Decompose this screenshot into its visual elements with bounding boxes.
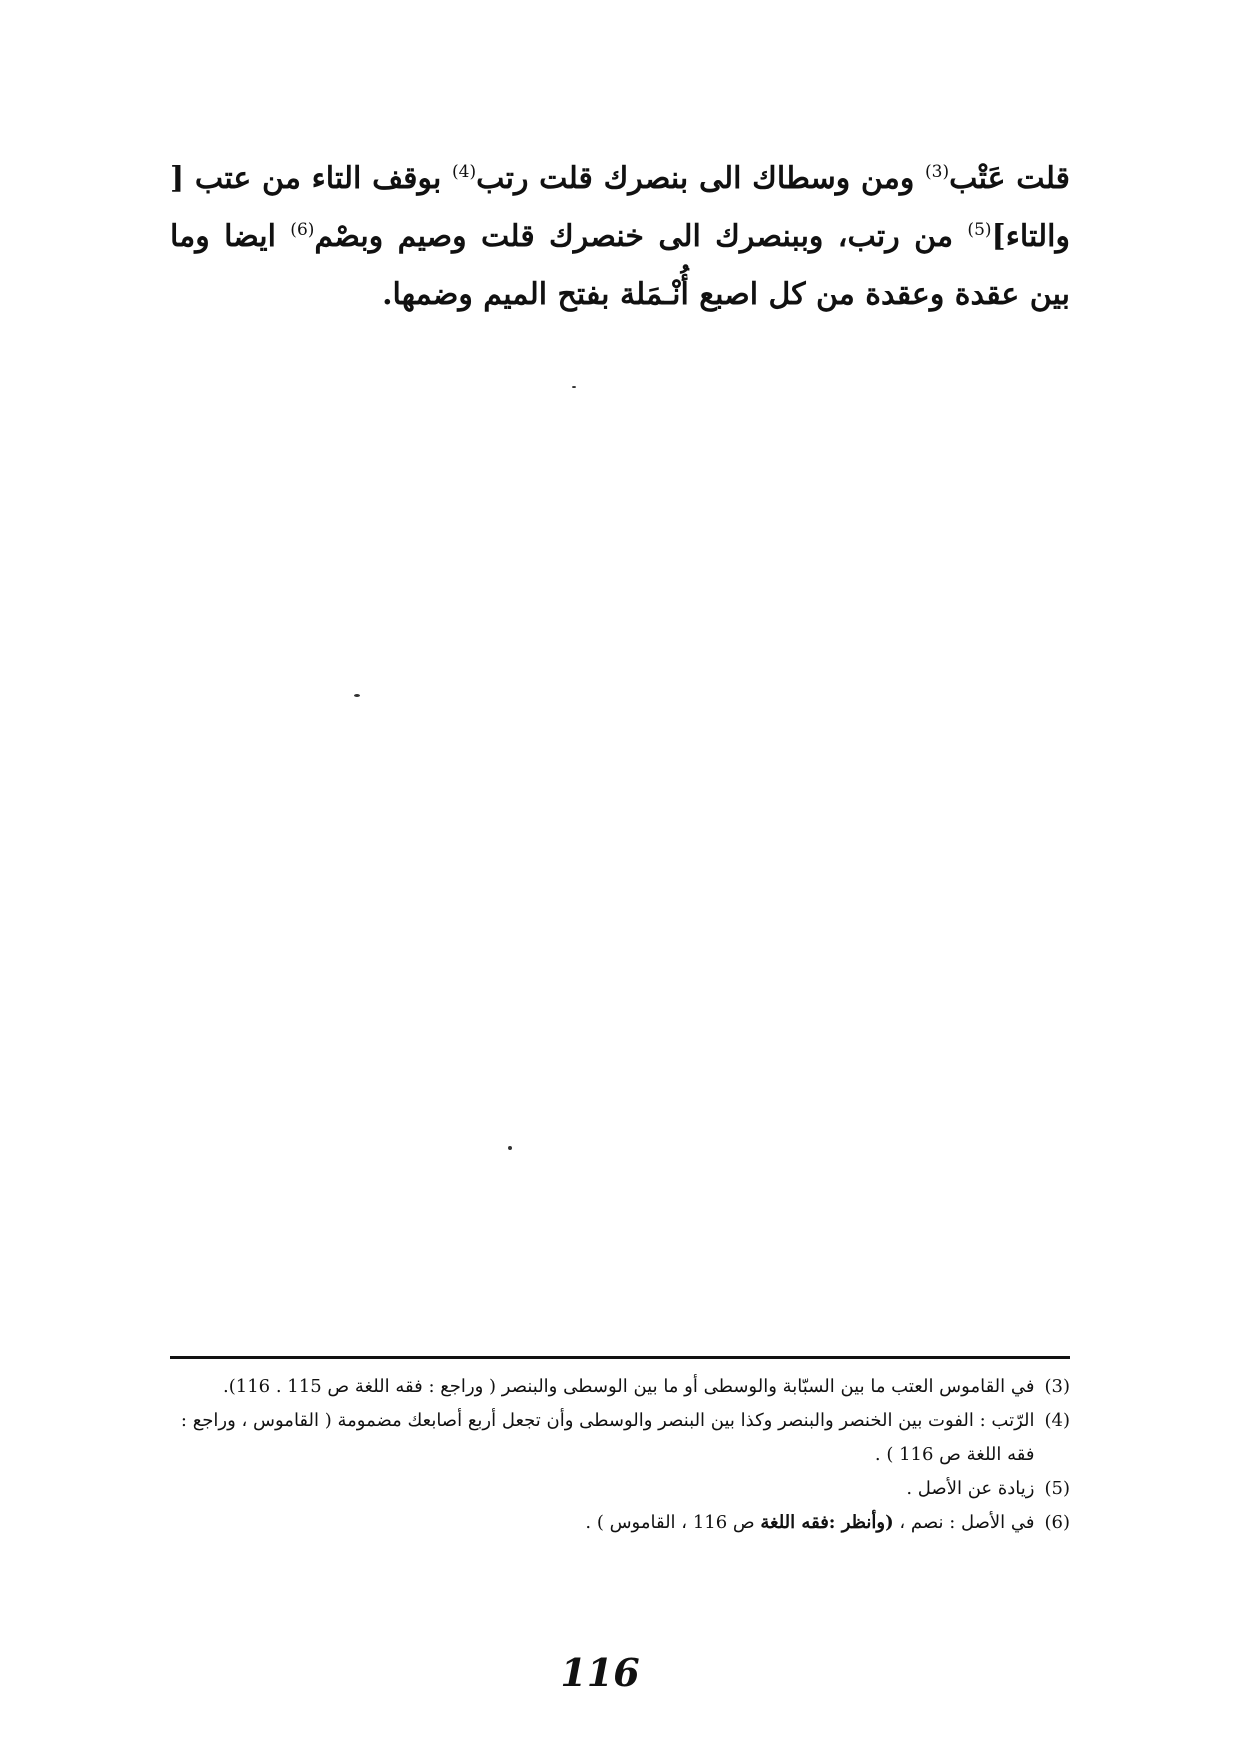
footnote-text: الرّتب : الفوت بين الخنصر والبنصر وكذا بين البنصر والوسطى وأن تجعل أربع أصابعك مضمومة ( القاموس ، وراجع : فقه اللغة ص 116 ) . xyxy=(180,1410,1035,1465)
text-segment: ومن وسطاك الى بنصرك قلت رتب xyxy=(476,161,926,196)
footnote-ref[interactable]: (5) xyxy=(967,220,992,240)
scan-speck xyxy=(572,386,576,388)
footnote-ref[interactable]: (3) xyxy=(925,162,950,182)
footnote-separator xyxy=(170,1356,1070,1359)
footnote-item xyxy=(170,1506,1070,1540)
text-segment: من رتب، وببنصرك الى خنصرك قلت وصيم وبصْم xyxy=(314,219,968,254)
footnote-ref[interactable]: (6) xyxy=(290,220,315,240)
footnote-text-part: ص 116 ، القاموس ) . xyxy=(585,1512,761,1533)
footnote-text: في القاموس العتب ما بين السبّابة والوسطى أو ما بين الوسطى والبنصر ( وراجع : فقه اللغة ص 115 . 116). xyxy=(223,1376,1035,1397)
footnote-text: زيادة عن الأصل . xyxy=(906,1478,1035,1499)
scan-speck xyxy=(508,1146,512,1150)
text-segment: قلت عَتْب xyxy=(949,161,1070,196)
footnote-number: (4) xyxy=(1044,1410,1070,1431)
footnote-text-part: في الأصل : نصم ، xyxy=(893,1512,1035,1533)
footnote-text xyxy=(170,1506,1035,1540)
text-segment: بوقف التاء من عتب [ والتاء] xyxy=(170,161,1070,254)
footnote-number: (6) xyxy=(1044,1512,1070,1533)
page-number: 116 xyxy=(560,1650,640,1695)
footnotes xyxy=(170,1370,1070,1540)
footnote-item xyxy=(170,1404,1070,1472)
main-paragraph xyxy=(170,150,1070,324)
footnote-item xyxy=(170,1370,1070,1404)
body-text xyxy=(170,150,1070,324)
footnote-reference-bold: (وأنظر :فقه اللغة xyxy=(760,1512,894,1533)
footnote-item xyxy=(170,1472,1070,1506)
footnote-number: (3) xyxy=(1044,1376,1070,1397)
text-segment: ايضا وما بين عقدة وعقدة من كل اصبع أُنْـمَلة بفتح الميم وضمها. xyxy=(170,219,1070,312)
scan-speck xyxy=(354,694,360,697)
footnote-ref[interactable]: (4) xyxy=(452,162,477,182)
footnote-number: (5) xyxy=(1044,1478,1070,1499)
